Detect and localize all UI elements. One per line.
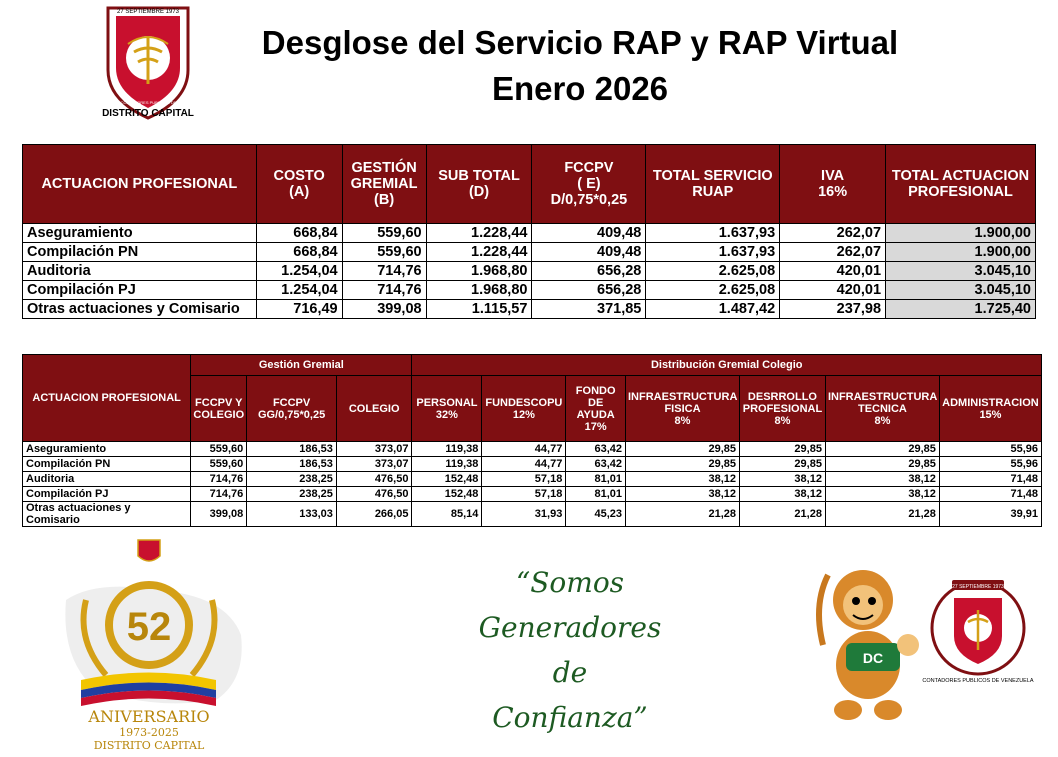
cell-costo: 1.254,04 [256,281,342,300]
table-row [23,472,1042,487]
cell-total: 3.045,10 [886,281,1036,300]
header-fondo: FONDO DE AYUDA 17% [566,376,626,442]
header-fundescopu: FUNDESCOPU 12% [482,376,566,442]
header-subtotal: SUB TOTAL (D) [426,145,532,224]
table-row [23,442,1042,457]
cell-total: 3.045,10 [886,262,1036,281]
header-iva: IVA 16% [780,145,886,224]
cell: 119,38 [412,457,482,472]
cell-fccpv: 371,85 [532,300,646,319]
cell: 21,28 [739,502,825,527]
table-row [23,281,1036,300]
group-header-row [23,355,1042,376]
cell-subtotal: 1.968,80 [426,281,532,300]
cell: 55,96 [939,442,1041,457]
cell: 266,05 [336,502,412,527]
cell: 373,07 [336,457,412,472]
table-header-row [23,145,1036,224]
cell-total-servicio: 1.637,93 [646,224,780,243]
cell-total: 1.900,00 [886,243,1036,262]
cell: 119,38 [412,442,482,457]
cell-costo: 1.254,04 [256,262,342,281]
cell: 133,03 [247,502,337,527]
cell: 152,48 [412,487,482,502]
cell-total-servicio: 1.637,93 [646,243,780,262]
cell-fccpv: 409,48 [532,243,646,262]
slogan-line: de [552,656,588,689]
cell-gestion: 559,60 [342,224,426,243]
lion-mascot [808,565,928,725]
cell: 57,18 [482,487,566,502]
cell-total-servicio: 2.625,08 [646,281,780,300]
cell: 38,12 [739,487,825,502]
slogan [420,560,720,740]
cell-iva: 420,01 [780,281,886,300]
cell-fccpv: 409,48 [532,224,646,243]
services-table [22,144,1036,319]
logo-date: 27 SEPTIEMBRE 1973 [952,584,1004,590]
cell-costo: 716,49 [256,300,342,319]
cell-subtotal: 1.228,44 [426,243,532,262]
cell: 559,60 [191,457,247,472]
row-name: Aseguramiento [23,442,191,457]
colegio-logo [94,0,202,122]
cell: 39,91 [939,502,1041,527]
header-colegio: COLEGIO [336,376,412,442]
title-line-1: Desglose del Servicio RAP y RAP Virtual [261,24,899,61]
header-actuacion: ACTUACION PROFESIONAL [23,145,257,224]
cell-costo: 668,84 [256,243,342,262]
cell: 71,48 [939,472,1041,487]
cell: 38,12 [739,472,825,487]
cell: 85,14 [412,502,482,527]
cell: 238,25 [247,487,337,502]
colegio-logo-bottom [922,570,1034,692]
cell-subtotal: 1.115,57 [426,300,532,319]
logo-date: 27 SEPTIEMBRE 1973 [116,9,180,15]
cell: 38,12 [825,487,939,502]
cell: 21,28 [825,502,939,527]
header-gestion: GESTIÓN GREMIAL (B) [342,145,426,224]
cell: 44,77 [482,442,566,457]
logo-ring-text: CONTADORES PUBLICOS DE VENEZUELA [922,678,1034,684]
slogan-line: “Somos [515,566,625,599]
header-infra-fisica: INFRAESTRUCTURA FISICA 8% [626,376,740,442]
cell: 29,85 [626,442,740,457]
cell: 238,25 [247,472,337,487]
cell-subtotal: 1.968,80 [426,262,532,281]
page-title [200,20,960,112]
logo-caption: DISTRITO CAPITAL [102,108,194,119]
cell: 29,85 [626,457,740,472]
cell: 31,93 [482,502,566,527]
mascot-badge: DC [862,650,884,666]
row-name: Compilación PN [23,243,257,262]
header-total-servicio: TOTAL SERVICIO RUAP [646,145,780,224]
cell-iva: 262,07 [780,243,886,262]
cell: 373,07 [336,442,412,457]
table-row [23,243,1036,262]
row-name: Compilación PJ [23,487,191,502]
table-row [23,502,1042,527]
header-costo: COSTO (A) [256,145,342,224]
cell-iva: 420,01 [780,262,886,281]
cell: 81,01 [566,472,626,487]
header-infra-tecnica: INFRAESTRUCTURA TECNICA 8% [825,376,939,442]
cell-total-servicio: 1.487,42 [646,300,780,319]
cell-total: 1.900,00 [886,224,1036,243]
anniversary-place: DISTRITO CAPITAL [93,739,205,752]
row-name: Auditoria [23,472,191,487]
anniversary-years: 1973-2025 [119,726,179,739]
header-fccpv-gg: FCCPV GG/0,75*0,25 [247,376,337,442]
header-personal: PERSONAL 32% [412,376,482,442]
distribution-table [22,354,1042,527]
slogan-line: Confianza” [492,701,648,734]
cell-gestion: 714,76 [342,262,426,281]
cell: 714,76 [191,472,247,487]
cell-gestion: 399,08 [342,300,426,319]
cell: 63,42 [566,442,626,457]
header-fccpv: FCCPV ( E) D/0,75*0,25 [532,145,646,224]
cell-fccpv: 656,28 [532,262,646,281]
header-group-gestion: Gestión Gremial [191,355,412,376]
cell: 44,77 [482,457,566,472]
cell-total-servicio: 2.625,08 [646,262,780,281]
cell: 29,85 [739,442,825,457]
cell-gestion: 714,76 [342,281,426,300]
cell: 38,12 [626,487,740,502]
cell-iva: 262,07 [780,224,886,243]
logo-ring-text: COLEGIO DE CONTADORES PUBLICOS DE VENEZUELA [94,100,202,105]
cell: 186,53 [247,457,337,472]
cell-total: 1.725,40 [886,300,1036,319]
header-fccpv-colegio: FCCPV Y COLEGIO [191,376,247,442]
row-name: Auditoria [23,262,257,281]
row-name: Otras actuaciones y Comisario [23,300,257,319]
cell: 476,50 [336,472,412,487]
row-name: Compilación PN [23,457,191,472]
cell: 21,28 [626,502,740,527]
cell-fccpv: 656,28 [532,281,646,300]
cell: 29,85 [739,457,825,472]
row-name: Compilación PJ [23,281,257,300]
table-row [23,457,1042,472]
cell: 38,12 [825,472,939,487]
cell: 29,85 [825,442,939,457]
cell: 55,96 [939,457,1041,472]
cell: 714,76 [191,487,247,502]
cell: 57,18 [482,472,566,487]
header-group-distribucion: Distribución Gremial Colegio [412,355,1042,376]
table-row [23,487,1042,502]
cell: 38,12 [626,472,740,487]
header-administracion: ADMINISTRACION 15% [939,376,1041,442]
cell: 71,48 [939,487,1041,502]
title-line-2: Enero 2026 [491,70,669,107]
table-row [23,300,1036,319]
cell: 81,01 [566,487,626,502]
cell-iva: 237,98 [780,300,886,319]
cell: 399,08 [191,502,247,527]
cell: 29,85 [825,457,939,472]
anniversary-number: 52 [126,605,172,649]
cell: 476,50 [336,487,412,502]
cell: 186,53 [247,442,337,457]
table-row [23,262,1036,281]
header-actuacion: ACTUACION PROFESIONAL [23,355,191,442]
cell-subtotal: 1.228,44 [426,224,532,243]
cell-costo: 668,84 [256,224,342,243]
table-row [23,224,1036,243]
cell: 152,48 [412,472,482,487]
anniversary-label: ANIVERSARIO [88,707,210,726]
cell-gestion: 559,60 [342,243,426,262]
anniversary-emblem [36,540,261,755]
cell: 63,42 [566,457,626,472]
row-name: Aseguramiento [23,224,257,243]
cell: 45,23 [566,502,626,527]
row-name: Otras actuaciones y Comisario [23,502,191,527]
header-desarrollo: DESRROLLO PROFESIONAL 8% [739,376,825,442]
slogan-line: Generadores [478,611,662,644]
header-total-actuacion: TOTAL ACTUACION PROFESIONAL [886,145,1036,224]
cell: 559,60 [191,442,247,457]
